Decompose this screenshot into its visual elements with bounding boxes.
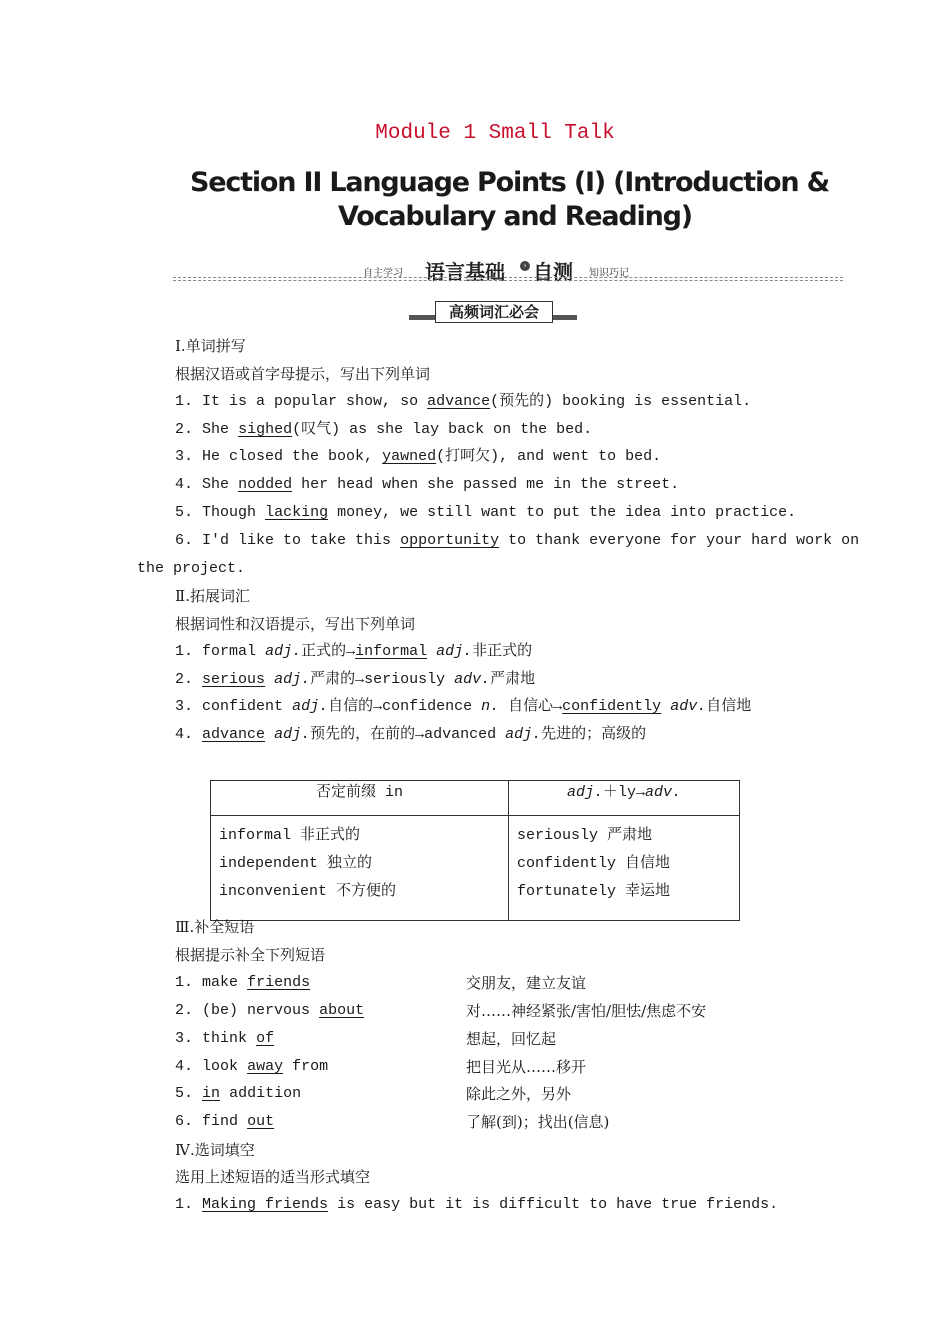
vocab-badge: [409, 301, 577, 323]
part2-heading: Ⅱ.拓展词汇: [175, 587, 250, 605]
answer-blank: Making friends: [202, 1196, 329, 1213]
answer-blank: friends: [247, 974, 311, 991]
table-cell-suffix-words: seriously 严肃地 confidently 自信地 fortunately 幸运地: [509, 816, 740, 921]
list-item: 2. serious adj.严肃的→seriously adv.严肃地: [175, 671, 536, 688]
list-item: 5. Though lacking money, we still want to put the idea into practice.: [175, 504, 797, 521]
part4-instruction: 选用上述短语的适当形式填空: [175, 1168, 371, 1186]
part2-instruction: 根据词性和汉语提示，写出下列单词: [175, 615, 416, 633]
section-title-line-1: Section II Language Points (Ⅰ) (Introduction &: [190, 167, 829, 198]
list-item: 1. formal adj.正式的→informal adj.非正式的: [175, 643, 533, 660]
section-banner: [173, 256, 843, 282]
list-item: 1. It is a popular show, so advance(预先的) booking is essential.: [175, 393, 752, 410]
answer-blank: serious: [202, 671, 266, 688]
list-item: 6. I'd like to take this opportunity to thank everyone for your hard work on: [175, 532, 860, 549]
part1-instruction: 根据汉语或首字母提示，写出下列单词: [175, 365, 431, 383]
answer-blank: nodded: [238, 476, 293, 493]
part1-heading: Ⅰ.单词拼写: [175, 337, 246, 355]
phrase-meaning: 想起，回忆起: [466, 1030, 557, 1048]
list-item: 3. He closed the book, yawned(打呵欠), and went to bed.: [175, 448, 662, 465]
phrase-meaning: 把目光从……移开: [466, 1058, 587, 1076]
list-item-continuation: the project.: [137, 560, 246, 577]
answer-blank: of: [256, 1030, 275, 1047]
list-item: 3. confident adj.自信的→confidence n. 自信心→confidently adv.自信地: [175, 698, 752, 715]
part3-heading: Ⅲ.补全短语: [175, 918, 255, 936]
list-item: 4. advance adj.预先的，在前的→advanced adj.先进的；高级的: [175, 726, 647, 743]
table-header-prefix: 否定前缀 in: [211, 781, 509, 816]
list-item: 5. in addition: [175, 1085, 302, 1102]
answer-blank: out: [247, 1113, 275, 1130]
answer-blank: in: [202, 1085, 221, 1102]
list-item: 2. (be) nervous about: [175, 1002, 365, 1019]
list-item: 1. make friends: [175, 974, 311, 991]
module-title: Module 1 Small Talk: [375, 122, 615, 145]
phrase-meaning: 除此之外，另外: [466, 1085, 572, 1103]
part3-instruction: 根据提示补全下列短语: [175, 946, 326, 964]
affix-table: [210, 780, 740, 921]
list-item: 4. look away from: [175, 1058, 329, 1075]
list-item: 4. She nodded her head when she passed me in the street.: [175, 476, 680, 493]
list-item: 2. She sighed(叹气) as she lay back on the bed.: [175, 421, 593, 438]
list-item: 6. find out: [175, 1113, 275, 1130]
answer-blank: away: [247, 1058, 284, 1075]
arrow-icon: ›: [520, 261, 530, 271]
answer-blank: opportunity: [400, 532, 500, 549]
table-cell-prefix-words: informal 非正式的 independent 独立的 inconvenient 不方便的: [211, 816, 509, 921]
answer-blank: informal: [355, 643, 428, 660]
list-item: 1. Making friends is easy but it is difficult to have true friends.: [175, 1196, 779, 1213]
answer-blank: confidently: [562, 698, 662, 715]
answer-blank: lacking: [265, 504, 329, 521]
banner-main-label-2: 自测: [533, 260, 573, 284]
section-title: [190, 166, 829, 234]
answer-blank: advance: [427, 393, 491, 410]
badge-label: 高频词汇必会: [435, 301, 553, 323]
answer-blank: yawned: [382, 448, 437, 465]
banner-right-label: 知识巧记: [589, 268, 629, 279]
part4-heading: Ⅳ.选词填空: [175, 1141, 255, 1159]
phrase-meaning: 对……神经紧张/害怕/胆怯/焦虑不安: [466, 1002, 707, 1020]
list-item: 3. think of: [175, 1030, 275, 1047]
banner-left-label: 自主学习: [363, 268, 403, 279]
answer-blank: about: [319, 1002, 365, 1019]
table-header-suffix: adj.＋ly→adv.: [509, 781, 740, 816]
section-title-line-2: Vocabulary and Reading): [338, 201, 692, 232]
answer-blank: sighed: [238, 421, 293, 438]
phrase-meaning: 了解(到)；找出(信息): [466, 1113, 610, 1131]
banner-main-label: 语言基础: [425, 260, 505, 284]
answer-blank: advance: [202, 726, 266, 743]
phrase-meaning: 交朋友，建立友谊: [466, 974, 587, 992]
